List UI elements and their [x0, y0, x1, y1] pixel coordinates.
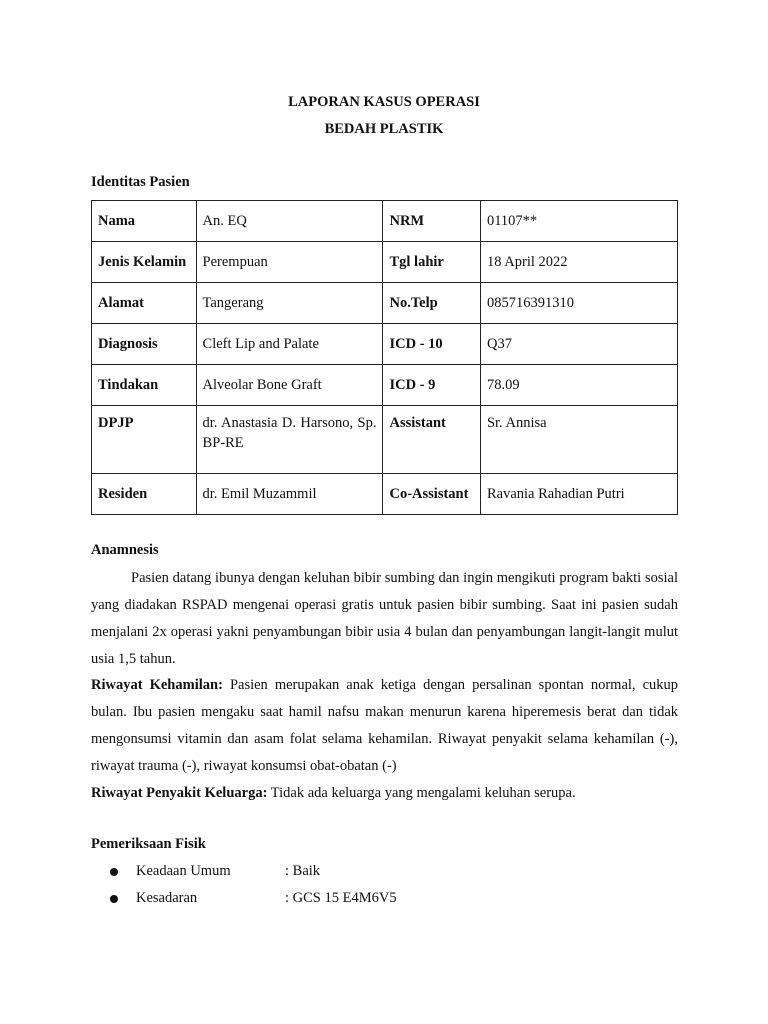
table-row	[92, 242, 678, 283]
value-jenis-kelamin: Perempuan	[196, 242, 383, 283]
label-no-telp: No.Telp	[383, 283, 480, 324]
value-tindakan: Alveolar Bone Graft	[196, 365, 383, 406]
identitas-heading: Identitas Pasien	[91, 174, 190, 190]
riwayat-kehamilan-text: Pasien merupakan anak ketiga dengan persalinan spontan normal, cukup bulan. Ibu pasien mengaku saat hamil nafsu makan menurun karena hiperemesis berat dan tidak mengonsumsi vitamin dan asam folat selama kehamilan. Riwayat penyakit selama kehamilan (-), riwayat trauma (-), riwayat konsumsi obat-obatan (-)	[91, 677, 678, 774]
riwayat-keluarga-text: Tidak ada keluarga yang mengalami keluhan serupa.	[267, 785, 576, 801]
label-icd-10: ICD - 10	[383, 324, 480, 365]
value-co-assistant: Ravania Rahadian Putri	[480, 474, 677, 515]
value-diagnosis: Cleft Lip and Palate	[196, 324, 383, 365]
report-subtitle: BEDAH PLASTIK	[324, 121, 444, 137]
riwayat-keluarga-paragraph	[91, 780, 678, 807]
table-row	[92, 283, 678, 324]
value-icd-10: Q37	[480, 324, 677, 365]
value-nama: An. EQ	[196, 201, 383, 242]
report-title: LAPORAN KASUS OPERASI	[288, 94, 480, 110]
label-nama: Nama	[92, 201, 197, 242]
label-assistant: Assistant	[383, 406, 480, 474]
riwayat-kehamilan-paragraph	[91, 672, 678, 780]
label-tgl-lahir: Tgl lahir	[383, 242, 480, 283]
table-row	[92, 201, 678, 242]
keadaan-umum-label: Keadaan Umum	[136, 863, 231, 879]
label-tindakan: Tindakan	[92, 365, 197, 406]
table-row	[92, 324, 678, 365]
label-icd-9: ICD - 9	[383, 365, 480, 406]
riwayat-keluarga-label: Riwayat Penyakit Keluarga:	[91, 785, 268, 801]
riwayat-kehamilan-label: Riwayat Kehamilan:	[91, 677, 223, 693]
table-row	[92, 406, 678, 474]
label-alamat: Alamat	[92, 283, 197, 324]
label-nrm: NRM	[383, 201, 480, 242]
patient-identity-table	[91, 200, 678, 515]
label-diagnosis: Diagnosis	[92, 324, 197, 365]
label-jenis-kelamin: Jenis Kelamin	[92, 242, 197, 283]
label-residen: Residen	[92, 474, 197, 515]
bullet-icon	[110, 868, 118, 876]
value-dpjp: dr. Anastasia D. Harsono, Sp. BP-RE	[196, 406, 383, 474]
label-co-assistant: Co-Assistant	[383, 474, 480, 515]
value-icd-9: 78.09	[480, 365, 677, 406]
value-residen: dr. Emil Muzammil	[196, 474, 383, 515]
keadaan-umum-value: : Baik	[285, 863, 321, 879]
value-alamat: Tangerang	[196, 283, 383, 324]
anamnesis-paragraph: Pasien datang ibunya dengan keluhan bibir sumbing dan ingin mengikuti program bakti sosial yang diadakan RSPAD mengenai operasi gratis untuk pasien bibir sumbing. Saat ini pasien sudah menjalani 2x operasi yakni penyambungan bibir usia 4 bulan dan penyambungan langit-langit mulut usia 1,5 tahun.	[91, 570, 678, 667]
label-dpjp: DPJP	[92, 406, 197, 474]
value-nrm: 01107**	[480, 201, 677, 242]
bullet-icon	[110, 895, 118, 903]
table-row	[92, 474, 678, 515]
value-tgl-lahir: 18 April 2022	[480, 242, 677, 283]
value-assistant: Sr. Annisa	[480, 406, 677, 474]
kesadaran-label: Kesadaran	[136, 890, 198, 906]
kesadaran-value: : GCS 15 E4M6V5	[285, 890, 397, 906]
table-row	[92, 365, 678, 406]
value-no-telp: 085716391310	[480, 283, 677, 324]
anamnesis-heading: Anamnesis	[91, 542, 159, 558]
pemeriksaan-fisik-heading: Pemeriksaan Fisik	[91, 836, 206, 852]
